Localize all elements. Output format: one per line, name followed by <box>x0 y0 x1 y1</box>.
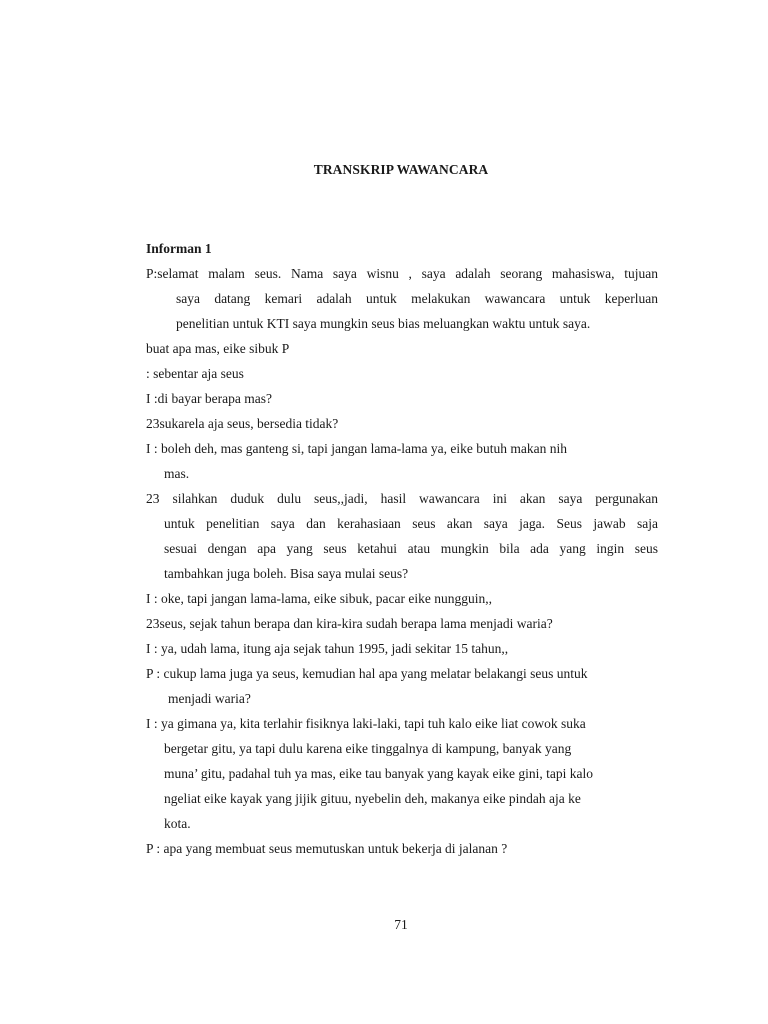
transcript-line: I : ya, udah lama, itung aja sejak tahun 1995, jadi sekitar 15 tahun,, <box>146 641 509 656</box>
transcript-line: sesuai dengan apa yang seus ketahui atau mungkin bila ada yang ingin seus <box>164 541 658 556</box>
transcript-line: P:selamat malam seus. Nama saya wisnu , saya adalah seorang mahasiswa, tujuan <box>146 266 658 281</box>
transcript-line: saya datang kemari adalah untuk melakukan wawancara untuk keperluan <box>176 291 658 306</box>
transcript-line: 23seus, sejak tahun berapa dan kira-kira sudah berapa lama menjadi waria? <box>146 616 553 631</box>
document-title: TRANSKRIP WAWANCARA <box>313 162 489 177</box>
transcript-line: mas. <box>164 466 190 481</box>
transcript-line: 23sukarela aja seus, bersedia tidak? <box>146 416 339 431</box>
transcript-line: P : cukup lama juga ya seus, kemudian hal apa yang melatar belakangi seus untuk <box>146 666 588 681</box>
transcript-line: untuk penelitian saya dan kerahasiaan seus akan saya jaga. Seus jawab saja <box>164 516 658 531</box>
section-heading: Informan 1 <box>146 241 212 256</box>
transcript-line: bergetar gitu, ya tapi dulu karena eike tinggalnya di kampung, banyak yang <box>164 741 572 756</box>
transcript-line: menjadi waria? <box>168 691 251 706</box>
transcript-line: kota. <box>164 816 191 831</box>
transcript-line: I : ya gimana ya, kita terlahir fisiknya laki-laki, tapi tuh kalo eike liat cowok suka <box>146 716 586 731</box>
transcript-body <box>146 236 658 861</box>
page-number: 71 <box>394 917 408 932</box>
transcript-line: I : boleh deh, mas ganteng si, tapi jangan lama-lama ya, eike butuh makan nih <box>146 441 567 456</box>
transcript-line: buat apa mas, eike sibuk P <box>146 341 290 356</box>
transcript-line: I :di bayar berapa mas? <box>146 391 272 406</box>
transcript-line: tambahkan juga boleh. Bisa saya mulai seus? <box>164 566 409 581</box>
transcript-line: muna’ gitu, padahal tuh ya mas, eike tau banyak yang kayak eike gini, tapi kalo <box>164 766 593 781</box>
transcript-line: : sebentar aja seus <box>146 366 244 381</box>
transcript-line: I : oke, tapi jangan lama-lama, eike sibuk, pacar eike nungguin,, <box>146 591 493 606</box>
transcript-line: ngeliat eike kayak yang jijik gituu, nyebelin deh, makanya eike pindah aja ke <box>164 791 581 806</box>
transcript-line: penelitian untuk KTI saya mungkin seus bias meluangkan waktu untuk saya. <box>176 316 591 331</box>
transcript-line: 23 silahkan duduk dulu seus,,jadi, hasil wawancara ini akan saya pergunakan <box>146 491 658 506</box>
transcript-line: P : apa yang membuat seus memutuskan untuk bekerja di jalanan ? <box>146 841 508 856</box>
